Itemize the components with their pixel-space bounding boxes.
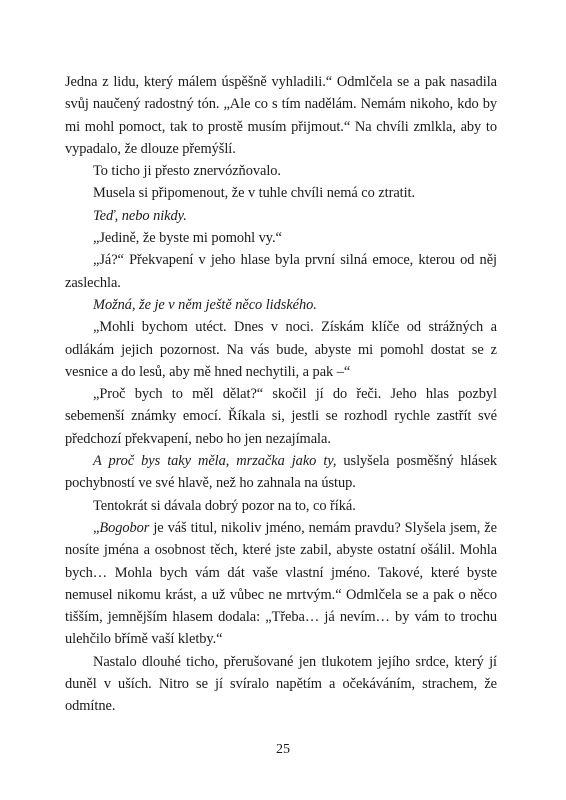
text-run: Nastalo dlouhé ticho, přerušované jen tlukotem jejího srdce, který jí duněl v uších. Nitro se jí svíralo napětím a očekáváním, strachem, že odmítne. xyxy=(65,653,497,715)
text-run: Tentokrát si dávala dobrý pozor na to, co říká. xyxy=(93,497,356,514)
paragraph xyxy=(65,517,497,651)
text-run: „Mohli bychom utéct. Dnes v noci. Získám klíče od strážných a odlákám jejich pozornost. Na vás bude, abyste mi pomohl dostat se z vesnice a do lesů, aby mě hned nechytili, a pak –“ xyxy=(65,319,497,380)
paragraph xyxy=(65,182,497,204)
text-run: Jedna z lidu, který málem úspěšně vyhladili.“ Odmlčela se a pak nasadila svůj naučený radostný tón. „Ale co s tím nadělám. Nemám nikoho, kdo by mi mohl pomoct, tak to prostě musím přijmout.“ Na chvíli zmlkla, aby to vypadalo, že dlouze přemýšlí. xyxy=(65,74,497,157)
text-run: je váš titul, nikoliv jméno, nemám pravdu? Slyšela jsem, že nosíte jména a osobnost těch, které jste zabil, abyste ostatní ošálil. Mohla bych… Mohla bych vám dát vaše vlastní jméno. Takové, které byste nemusel nikomu krást, a už vůbec ne mrtvým.“ Odmlčela se a pak o něco tišším, jemnějším hlasem dodala: „Třeba… já nevím… by vám to trochu ulehčilo břímě vaší kletby.“ xyxy=(65,519,497,648)
paragraph xyxy=(65,205,497,227)
paragraph xyxy=(65,495,497,517)
text-run: „Proč bych to měl dělat?“ skočil jí do řeči. Jeho hlas pozbyl sebemenší známky emocí. Říkala si, jestli se rozhodl rychle zastřít své předchozí překvapení, nebo ho jen nezajímala. xyxy=(65,386,497,447)
paragraph xyxy=(65,71,497,160)
text-run: Musela si připomenout, že v tuhle chvíli nemá co ztratit. xyxy=(93,185,416,202)
body-text xyxy=(65,71,497,718)
paragraph xyxy=(65,249,497,294)
paragraph xyxy=(65,294,497,316)
paragraph xyxy=(65,227,497,249)
paragraph xyxy=(65,651,497,718)
italic-name: Bogobor xyxy=(99,519,150,536)
paragraph xyxy=(65,316,497,383)
text-run: „ xyxy=(93,519,100,536)
text-run: „Jedině, že byste mi pomohl vy.“ xyxy=(93,230,282,247)
text-run: To ticho ji přesto znervózňovalo. xyxy=(93,163,281,180)
paragraph xyxy=(65,450,497,495)
text-run: „Já?“ Překvapení v jeho hlase byla první silná emoce, kterou od něj zaslechla. xyxy=(65,252,497,291)
page-number: 25 xyxy=(276,742,290,757)
paragraph xyxy=(65,383,497,450)
text-run: uslyšela posměšný hlásek pochybností ve své hlavě, než ho zahnala na ústup. xyxy=(65,453,498,492)
italic-thought: Teď, nebo nikdy. xyxy=(93,207,187,224)
italic-thought: A proč bys taky měla, mrzačka jako ty, xyxy=(93,453,337,470)
paragraph xyxy=(65,160,497,182)
italic-thought: Možná, že je v něm ještě něco lidského. xyxy=(93,296,317,313)
